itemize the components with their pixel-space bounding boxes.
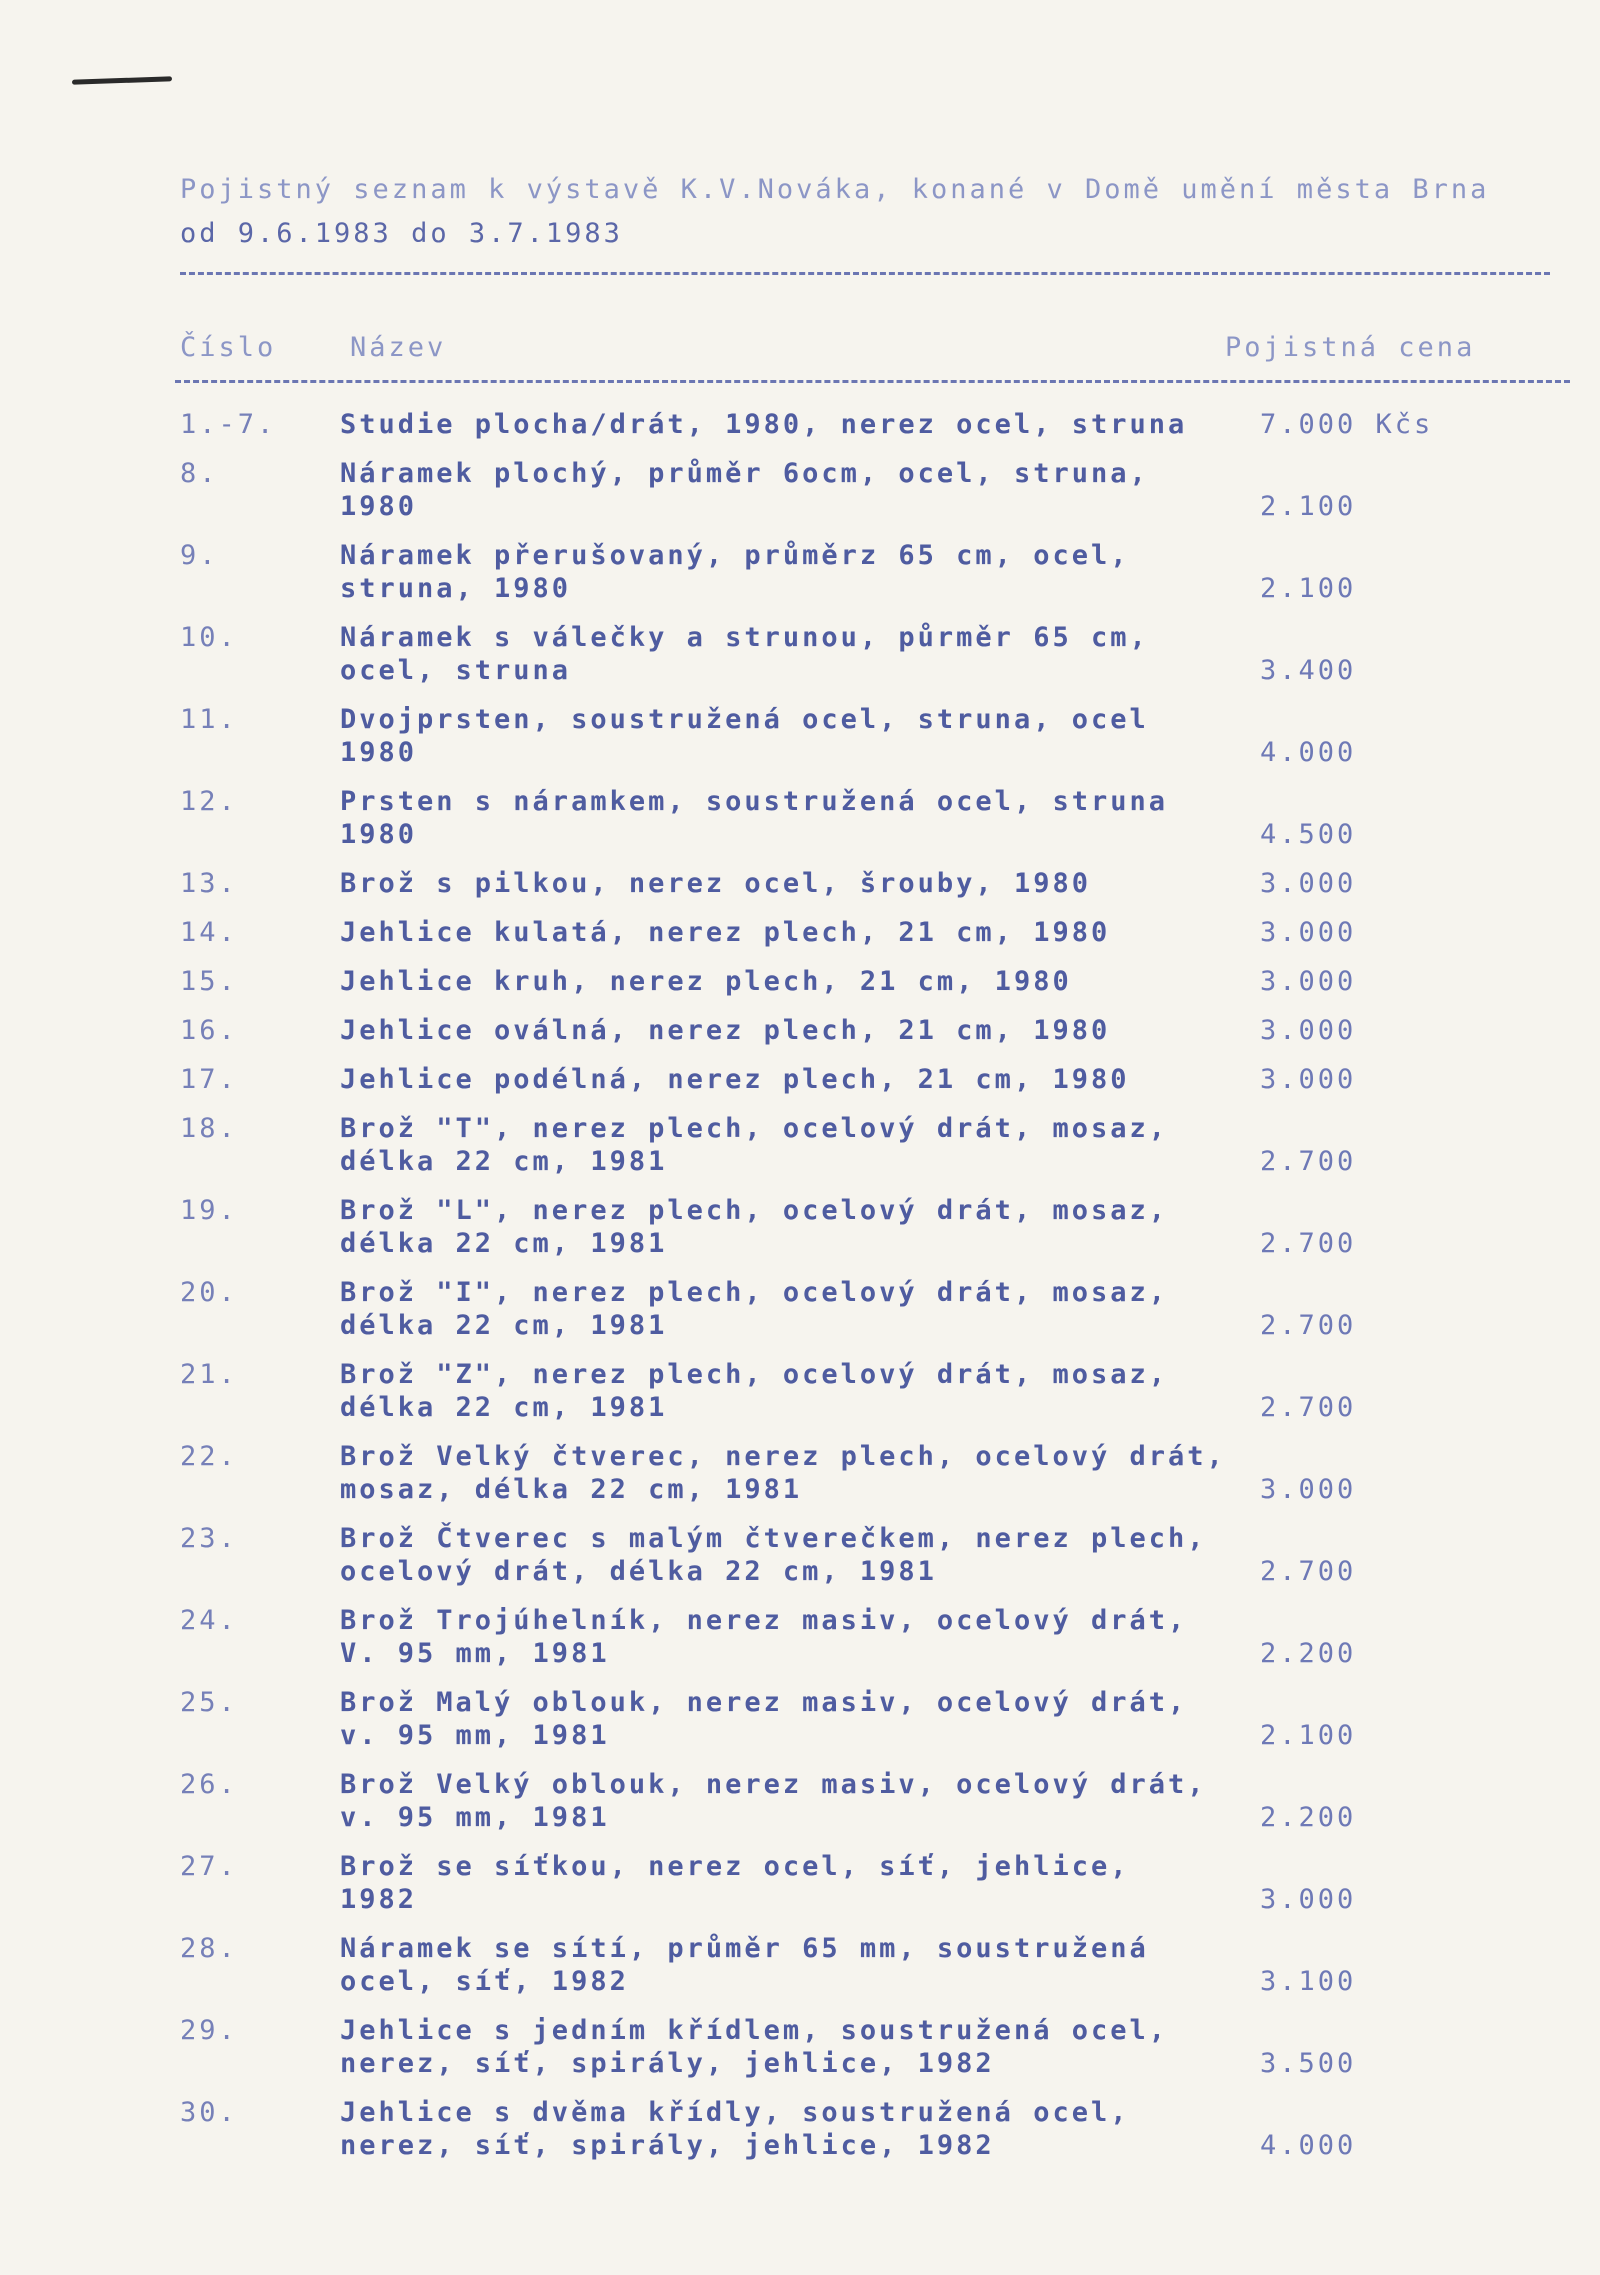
item-number: 24. xyxy=(180,1605,238,1636)
column-name: Název xyxy=(350,332,447,363)
item-name: Jehlice oválná, nerez plech, 21 cm, 1980 xyxy=(340,1015,1111,1046)
item-price: 3.000 xyxy=(1260,1474,1357,1505)
list-item xyxy=(180,1276,1570,1342)
item-name: Náramek s válečky a strunou, půrměr 65 cm, ocel, struna xyxy=(340,622,1149,686)
item-number: 19. xyxy=(180,1195,238,1226)
item-name: Náramek přerušovaný, průměrz 65 cm, ocel, struna, 1980 xyxy=(340,540,1130,604)
item-price: 4.000 xyxy=(1260,737,1357,768)
item-number: 12. xyxy=(180,786,238,817)
document-dates: od 9.6.1983 do 3.7.1983 xyxy=(180,218,623,249)
list-item xyxy=(180,1604,1570,1670)
items-list xyxy=(180,408,1570,2178)
list-item xyxy=(180,1522,1570,1588)
item-price: 7.000 Kčs xyxy=(1260,409,1434,440)
item-price: 3.000 xyxy=(1260,868,1357,899)
list-item xyxy=(180,1768,1570,1834)
list-item xyxy=(180,1358,1570,1424)
list-item xyxy=(180,1194,1570,1260)
item-price: 3.000 xyxy=(1260,1884,1357,1915)
item-price: 3.000 xyxy=(1260,917,1357,948)
list-item xyxy=(180,457,1570,523)
item-price: 2.100 xyxy=(1260,573,1357,604)
item-number: 22. xyxy=(180,1441,238,1472)
item-number: 23. xyxy=(180,1523,238,1554)
list-item xyxy=(180,1014,1570,1047)
item-number: 17. xyxy=(180,1064,238,1095)
item-name: Brož Trojúhelník, nerez masiv, ocelový drát, V. 95 mm, 1981 xyxy=(340,1605,1188,1669)
item-name: Brož s pilkou, nerez ocel, šrouby, 1980 xyxy=(340,868,1091,899)
column-number: Číslo xyxy=(180,332,277,363)
item-name: Náramek plochý, průměr 6ocm, ocel, struna, 1980 xyxy=(340,458,1149,522)
list-item xyxy=(180,916,1570,949)
item-price: 2.200 xyxy=(1260,1638,1357,1669)
item-price: 2.100 xyxy=(1260,491,1357,522)
column-price: Pojistná cena xyxy=(1225,332,1476,363)
item-price: 2.100 xyxy=(1260,1720,1357,1751)
item-price: 2.700 xyxy=(1260,1228,1357,1259)
item-number: 30. xyxy=(180,2097,238,2128)
item-name: Brož "Z", nerez plech, ocelový drát, mosaz, délka 22 cm, 1981 xyxy=(340,1359,1168,1423)
header-rule xyxy=(180,272,1550,275)
item-price: 4.500 xyxy=(1260,819,1357,850)
item-price: 3.000 xyxy=(1260,1064,1357,1095)
list-item xyxy=(180,1112,1570,1178)
item-number: 14. xyxy=(180,917,238,948)
list-item xyxy=(180,785,1570,851)
item-name: Brož "I", nerez plech, ocelový drát, mosaz, délka 22 cm, 1981 xyxy=(340,1277,1168,1341)
item-name: Brož Velký čtverec, nerez plech, ocelový drát, mosaz, délka 22 cm, 1981 xyxy=(340,1441,1226,1505)
item-name: Brož Velký oblouk, nerez masiv, ocelový drát, v. 95 mm, 1981 xyxy=(340,1769,1207,1833)
list-item xyxy=(180,1440,1570,1506)
item-number: 18. xyxy=(180,1113,238,1144)
list-item xyxy=(180,2096,1570,2162)
list-item xyxy=(180,1932,1570,1998)
item-number: 16. xyxy=(180,1015,238,1046)
item-number: 29. xyxy=(180,2015,238,2046)
list-item xyxy=(180,703,1570,769)
item-name: Studie plocha/drát, 1980, nerez ocel, struna xyxy=(340,409,1188,440)
item-price: 3.000 xyxy=(1260,1015,1357,1046)
column-rule xyxy=(175,380,1570,383)
list-item xyxy=(180,408,1570,441)
item-price: 2.700 xyxy=(1260,1146,1357,1177)
item-name: Jehlice kulatá, nerez plech, 21 cm, 1980 xyxy=(340,917,1111,948)
item-price: 3.400 xyxy=(1260,655,1357,686)
item-number: 9. xyxy=(180,540,219,571)
staple-mark xyxy=(72,76,172,84)
list-item xyxy=(180,2014,1570,2080)
item-price: 2.700 xyxy=(1260,1310,1357,1341)
item-number: 28. xyxy=(180,1933,238,1964)
item-number: 8. xyxy=(180,458,219,489)
list-item xyxy=(180,965,1570,998)
item-name: Jehlice s jedním křídlem, soustružená ocel, nerez, síť, spirály, jehlice, 1982 xyxy=(340,2015,1168,2079)
list-item xyxy=(180,539,1570,605)
list-item xyxy=(180,621,1570,687)
item-name: Jehlice podélná, nerez plech, 21 cm, 1980 xyxy=(340,1064,1130,1095)
item-number: 26. xyxy=(180,1769,238,1800)
document-header xyxy=(180,168,1560,275)
item-price: 3.100 xyxy=(1260,1966,1357,1997)
item-number: 20. xyxy=(180,1277,238,1308)
item-number: 11. xyxy=(180,704,238,735)
list-item xyxy=(180,1686,1570,1752)
item-price: 2.200 xyxy=(1260,1802,1357,1833)
item-name: Brož Malý oblouk, nerez masiv, ocelový drát, v. 95 mm, 1981 xyxy=(340,1687,1188,1751)
item-price: 2.700 xyxy=(1260,1556,1357,1587)
document-title: Pojistný seznam k výstavě K.V.Nováka, konané v Domě umění města Brna xyxy=(180,174,1490,205)
item-number: 10. xyxy=(180,622,238,653)
item-name: Jehlice kruh, nerez plech, 21 cm, 1980 xyxy=(340,966,1072,997)
item-name: Brož se síťkou, nerez ocel, síť, jehlice, 1982 xyxy=(340,1851,1130,1915)
item-name: Dvojprsten, soustružená ocel, struna, ocel 1980 xyxy=(340,704,1149,768)
list-item xyxy=(180,867,1570,900)
list-item xyxy=(180,1850,1570,1916)
item-number: 15. xyxy=(180,966,238,997)
item-price: 3.000 xyxy=(1260,966,1357,997)
item-number: 13. xyxy=(180,868,238,899)
item-price: 2.700 xyxy=(1260,1392,1357,1423)
item-name: Brož Čtverec s malým čtverečkem, nerez plech, ocelový drát, délka 22 cm, 1981 xyxy=(340,1523,1207,1587)
item-price: 4.000 xyxy=(1260,2130,1357,2161)
list-item xyxy=(180,1063,1570,1096)
item-name: Náramek se sítí, průměr 65 mm, soustružená ocel, síť, 1982 xyxy=(340,1933,1149,1997)
item-name: Jehlice s dvěma křídly, soustružená ocel, nerez, síť, spirály, jehlice, 1982 xyxy=(340,2097,1130,2161)
item-number: 21. xyxy=(180,1359,238,1390)
item-name: Brož "T", nerez plech, ocelový drát, mosaz, délka 22 cm, 1981 xyxy=(340,1113,1168,1177)
item-number: 1.-7. xyxy=(180,409,277,440)
item-price: 3.500 xyxy=(1260,2048,1357,2079)
item-number: 25. xyxy=(180,1687,238,1718)
item-name: Brož "L", nerez plech, ocelový drát, mosaz, délka 22 cm, 1981 xyxy=(340,1195,1168,1259)
item-number: 27. xyxy=(180,1851,238,1882)
item-name: Prsten s náramkem, soustružená ocel, struna 1980 xyxy=(340,786,1168,850)
